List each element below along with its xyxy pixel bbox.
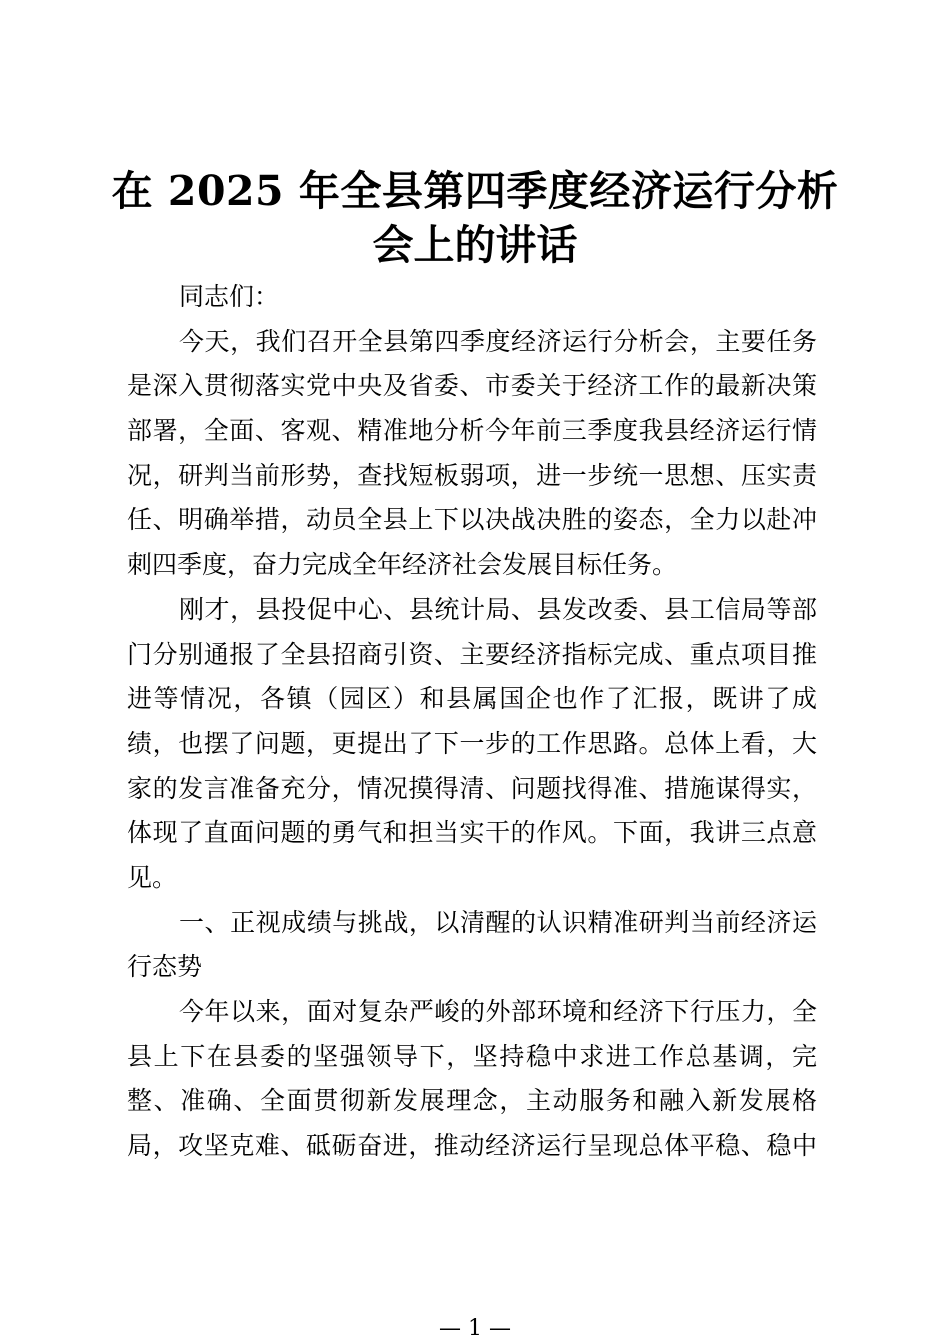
page-number: — 1 — [439, 1316, 511, 1341]
section-heading [127, 901, 817, 990]
text-line: 刺四季度，奋力完成全年经济社会发展目标任务。 [127, 550, 678, 580]
paragraph [127, 320, 817, 588]
text-line: 县上下在县委的坚强领导下，坚持稳中求进工作总基调，完 [127, 1041, 817, 1071]
text-line: 今年以来，面对复杂严峻的外部环境和经济下行压力，全 [179, 997, 817, 1026]
text-line: 家的发言准备充分，情况摸得清、问题找得准、措施谋得实， [127, 773, 817, 803]
text-line: 绩，也摆了问题，更提出了下一步的工作思路。总体上看，大 [127, 728, 817, 758]
paragraph [127, 588, 817, 901]
text-line: 任、明确举措，动员全县上下以决战决胜的姿态，全力以赴冲 [127, 505, 817, 535]
text-line: 整、准确、全面贯彻新发展理念，主动服务和融入新发展格 [127, 1086, 817, 1116]
text-line: 进等情况，各镇（园区）和县属国企也作了汇报，既讲了成 [127, 684, 817, 714]
document-title-line-1: 在 2025 年全县第四季度经济运行分析 [111, 167, 839, 215]
text-line: 是深入贯彻落实党中央及省委、市委关于经济工作的最新决策 [127, 371, 817, 401]
text-line: 见。 [127, 862, 178, 892]
text-line: 今天，我们召开全县第四季度经济运行分析会，主要任务 [179, 326, 817, 356]
text-line: 行态势 [127, 952, 203, 982]
salutation [127, 275, 817, 320]
text-line: 同志们： [179, 282, 280, 311]
paragraph [127, 990, 817, 1169]
text-line: 体现了直面问题的勇气和担当实干的作风。下面，我讲三点意 [127, 818, 817, 848]
text-line: 门分别通报了全县招商引资、主要经济指标完成、重点项目推 [127, 639, 817, 669]
text-line: 一、正视成绩与挑战，以清醒的认识精准研判当前经济运 [179, 907, 817, 937]
document-title-line-2: 会上的讲话 [372, 221, 578, 269]
text-line: 局，攻坚克难、砥砺奋进，推动经济运行呈现总体平稳、稳中 [127, 1131, 817, 1161]
text-line: 况，研判当前形势，查找短板弱项，进一步统一思想、压实责 [127, 460, 817, 490]
text-line: 刚才，县投促中心、县统计局、县发改委、县工信局等部 [179, 594, 817, 624]
document-body [127, 275, 817, 1169]
text-line: 部署，全面、客观、精准地分析今年前三季度我县经济运行情 [127, 416, 817, 446]
